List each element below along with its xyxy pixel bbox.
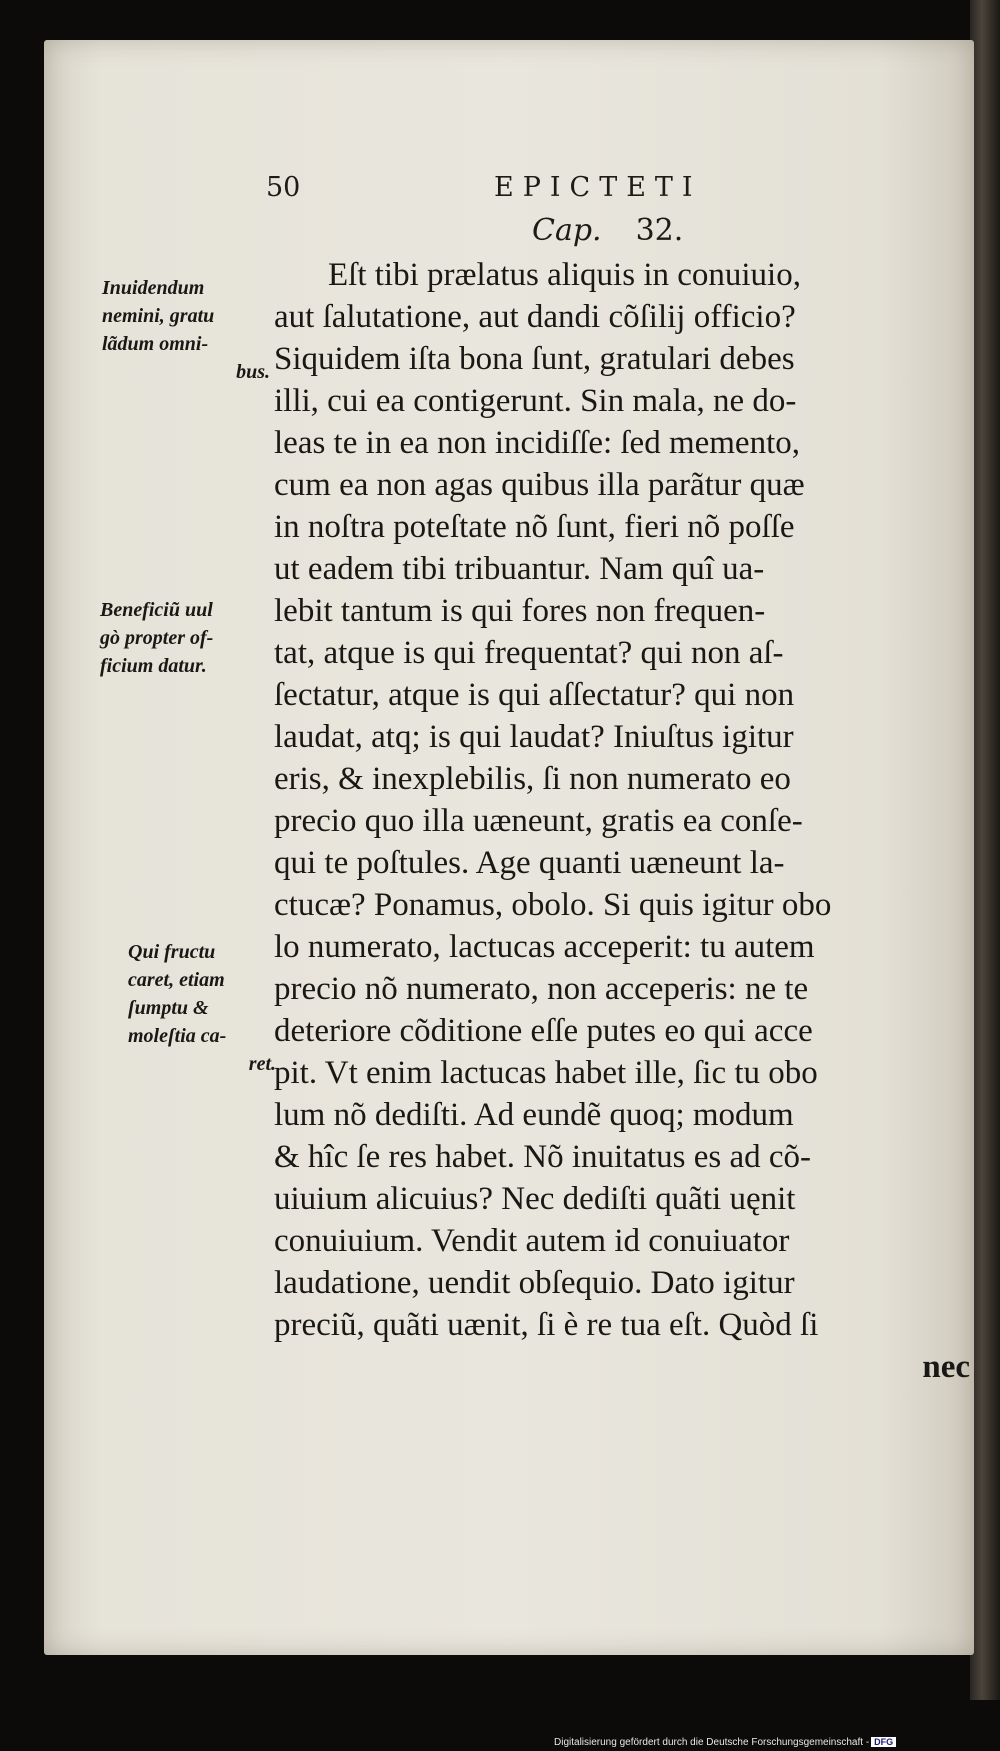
page-number: 50 xyxy=(266,172,301,203)
marginal-note-line: nemini, gratu xyxy=(102,305,215,327)
text-line: lo numerato, lactucas acceperit: tu autem xyxy=(274,929,815,965)
text-line: laudat, atq; is qui laudat? Iniuſtus igitur xyxy=(274,719,794,755)
marginal-note-envy xyxy=(102,274,270,386)
text-line: conuiuium. Vendit autem id conuiuator xyxy=(274,1223,790,1259)
text-line: & hîc ſe res habet. Nõ inuitatus es ad cõ- xyxy=(274,1139,812,1175)
running-head: EPICTETI xyxy=(494,172,702,203)
marginal-note-line: gò propter of- xyxy=(100,627,214,649)
marginal-note-line: lãdum omni- xyxy=(102,333,209,355)
marginal-note-line: ret. xyxy=(248,1053,276,1075)
dfg-logo: DFG xyxy=(871,1737,896,1747)
chapter-heading xyxy=(532,213,683,248)
text-line: ut eadem tibi tribuantur. Nam quî ua- xyxy=(274,551,765,587)
text-line: qui te poſtules. Age quanti uæneunt la- xyxy=(274,845,785,881)
marginal-note-line: bus. xyxy=(236,361,270,383)
text-line: Eſt tibi prælatus aliquis in conuiuio, xyxy=(328,257,801,293)
chapter-label: Cap. xyxy=(532,213,602,248)
marginal-note-benefit xyxy=(100,596,270,680)
text-line: illi, cui ea contigerunt. Sin mala, ne do- xyxy=(274,383,797,419)
marginal-note-line: ſumptu & xyxy=(128,997,209,1019)
marginal-note-line: Qui fructu xyxy=(128,941,216,963)
body-text xyxy=(274,254,974,1388)
text-line: pit. Vt enim lactucas habet ille, ſic tu obo xyxy=(274,1055,818,1091)
catchword: nec xyxy=(922,1349,970,1385)
marginal-note-fruit xyxy=(128,938,276,1078)
text-line: ſectatur, atque is qui aſſectatur? qui non xyxy=(274,677,795,713)
text-line: lum nõ dediſti. Ad eundẽ quoq; modum xyxy=(274,1097,794,1133)
marginal-note-line: caret, etiam xyxy=(128,969,225,991)
footer-text: Digitalisierung gefördert durch die Deutsche Forschungsgemeinschaft - xyxy=(554,1737,870,1748)
marginal-note-line: Beneficiũ uul xyxy=(100,599,213,621)
footer-credit xyxy=(554,1737,896,1748)
text-line: in noſtra poteſtate nõ ſunt, fieri nõ poſſe xyxy=(274,509,795,545)
marginal-note-line: moleſtia ca- xyxy=(128,1025,227,1047)
text-line: lebit tantum is qui fores non frequen- xyxy=(274,593,766,629)
text-line: deteriore cõditione eſſe putes eo qui acce xyxy=(274,1013,813,1049)
marginal-note-line: ficium datur. xyxy=(100,655,207,677)
text-line: preciũ, quãti uænit, ſi è re tua eſt. Quòd ſi xyxy=(274,1307,819,1343)
text-line: cum ea non agas quibus illa parãtur quæ xyxy=(274,467,805,503)
text-line: leas te in ea non incidiſſe: ſed memento, xyxy=(274,425,801,461)
binding-board xyxy=(970,0,1000,1700)
chapter-number: 32. xyxy=(635,213,684,248)
text-line: aut ſalutatione, aut dandi cõſilij officio? xyxy=(274,299,796,335)
text-line: uiuium alicuius? Nec dediſti quãti uęnit xyxy=(274,1181,796,1217)
text-line: tat, atque is qui frequentat? qui non aſ- xyxy=(274,635,784,671)
text-line: precio quo illa uæneunt, gratis ea conſe- xyxy=(274,803,803,839)
text-line: Siquidem iſta bona ſunt, gratulari debes xyxy=(274,341,795,377)
marginal-note-line: Inuidendum xyxy=(102,277,205,299)
text-line: eris, & inexplebilis, ſi non numerato eo xyxy=(274,761,791,797)
text-line: ctucæ? Ponamus, obolo. Si quis igitur obo xyxy=(274,887,832,923)
text-line: laudatione, uendit obſequio. Dato igitur xyxy=(274,1265,795,1301)
text-line: precio nõ numerato, non acceperis: ne te xyxy=(274,971,809,1007)
